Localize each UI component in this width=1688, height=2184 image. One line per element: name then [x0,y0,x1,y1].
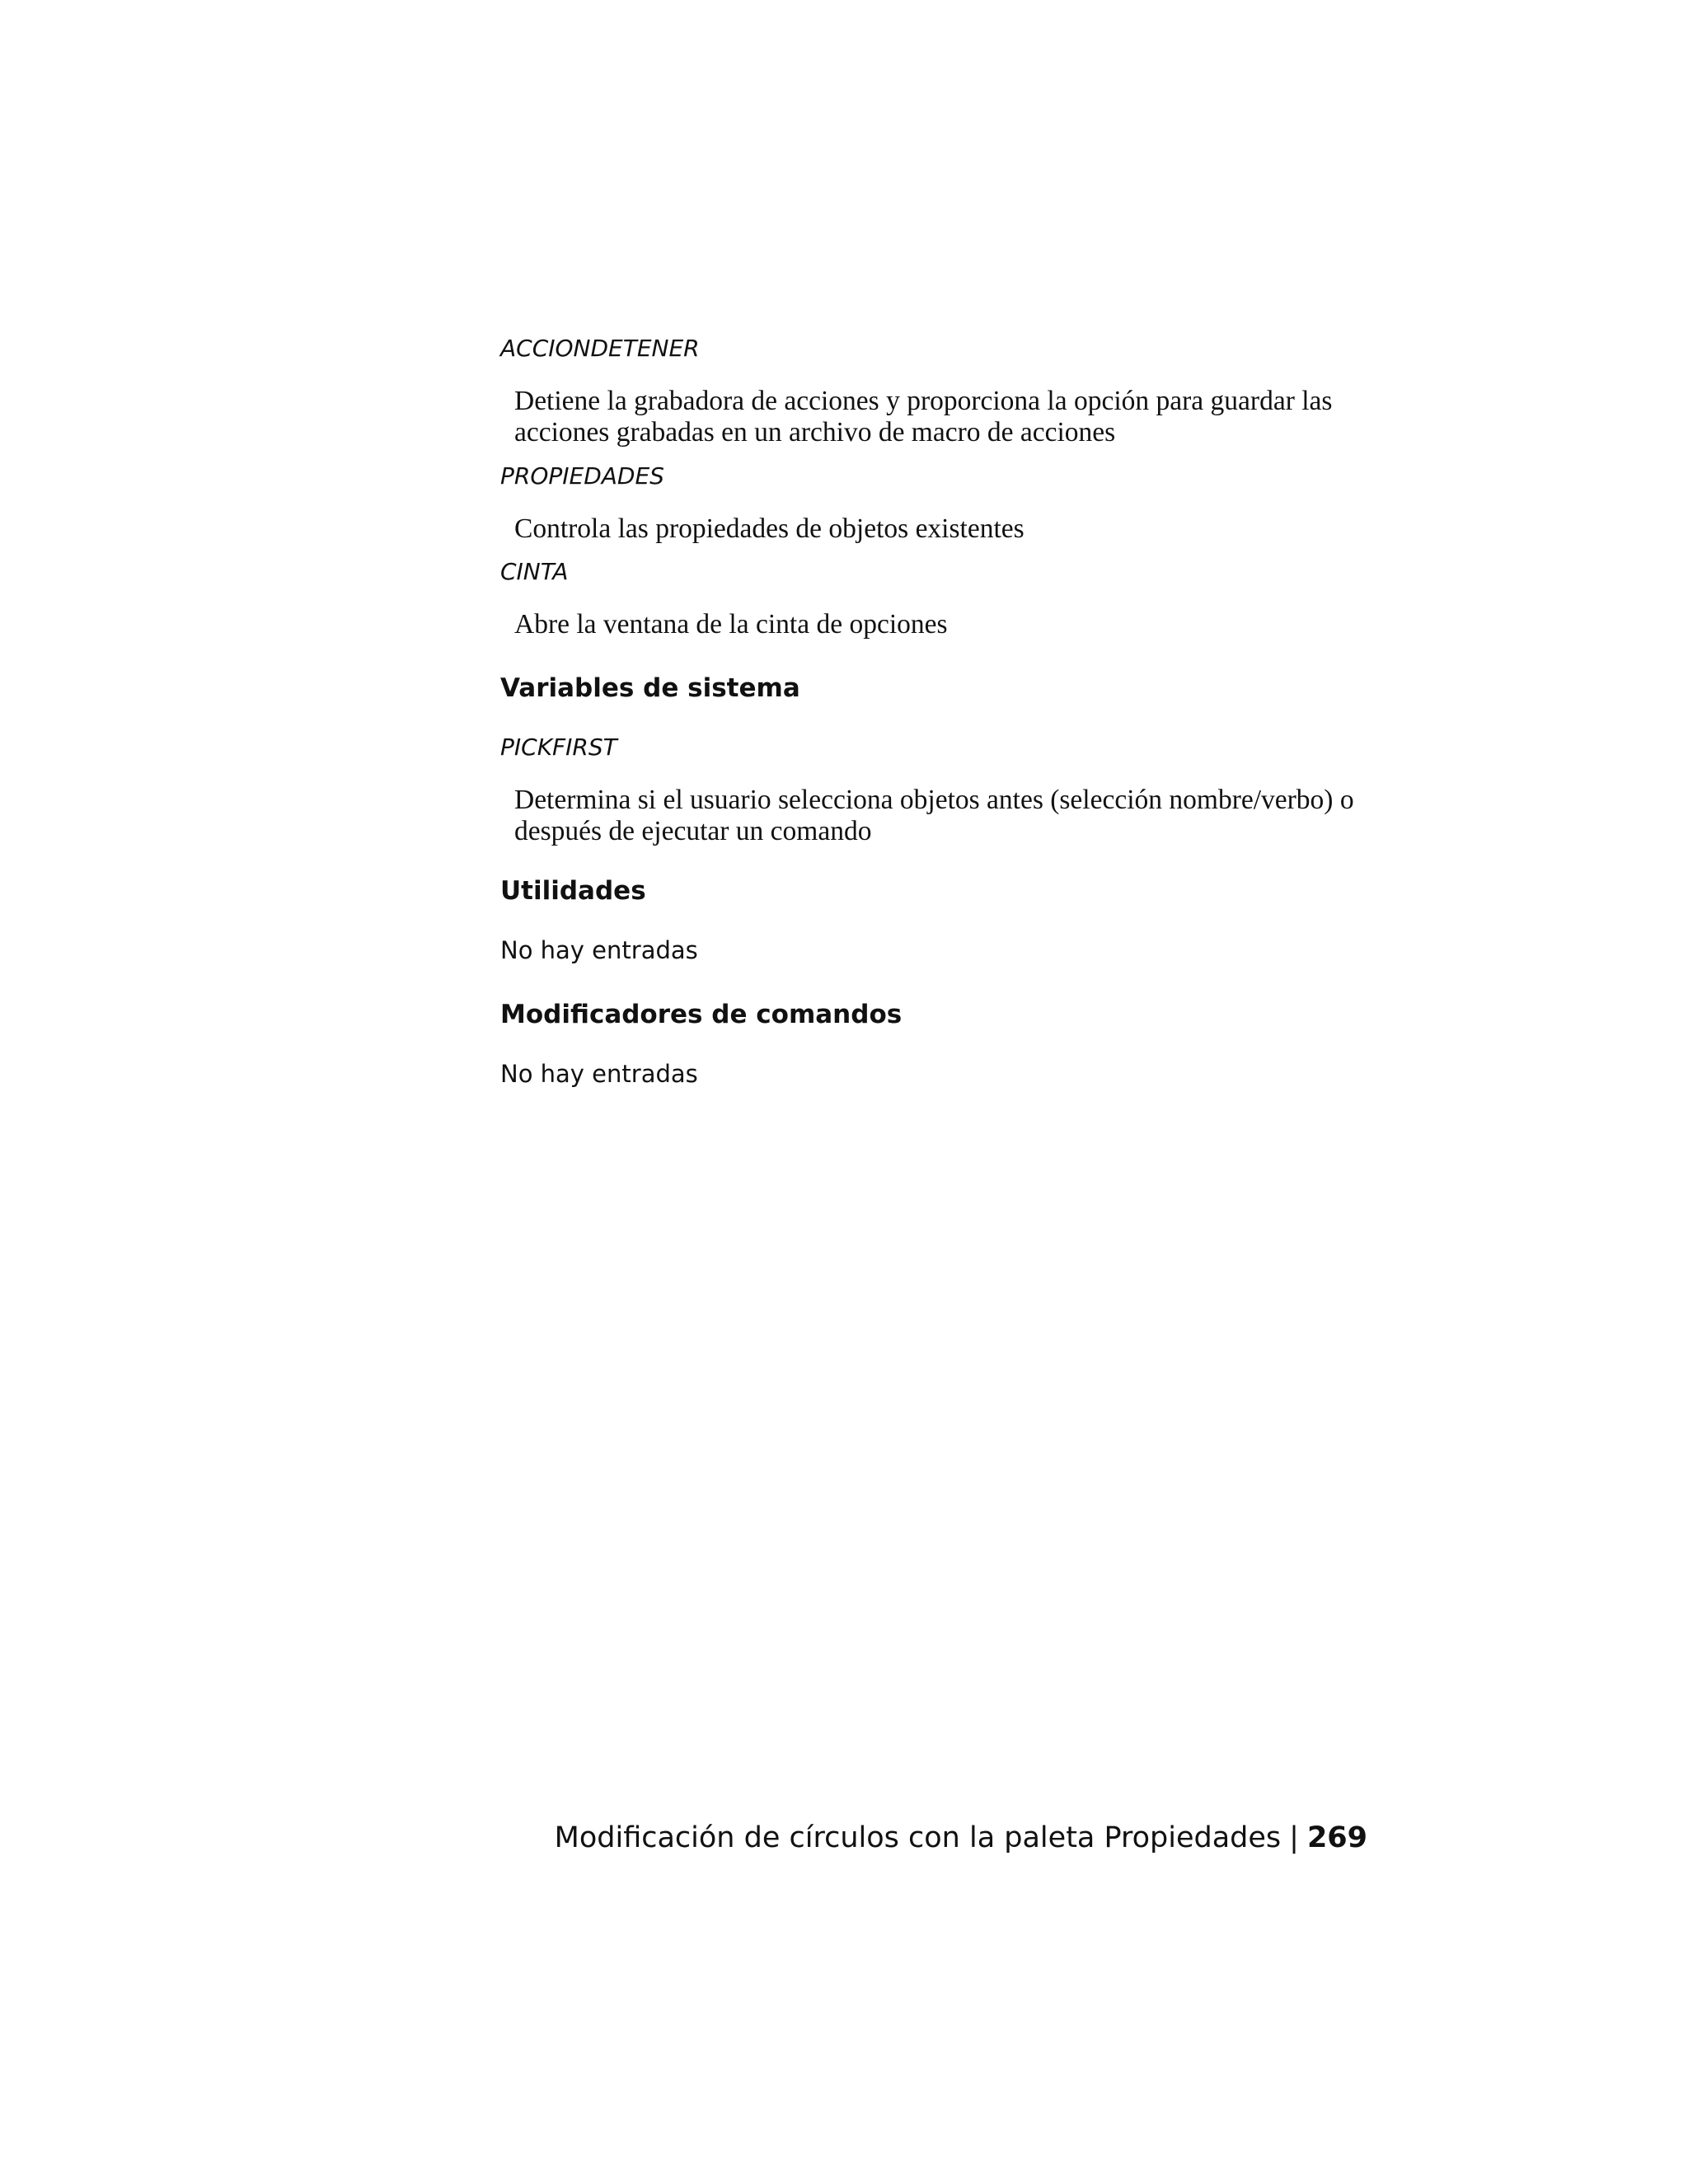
command-term-accionde-tener: ACCIONDETENER [500,335,700,362]
variable-term-pickfirst: PICKFIRST [500,733,617,761]
command-description [514,609,948,640]
page-footer [555,1820,1367,1856]
section-heading-utilities: Utilidades [500,876,646,906]
footer-title: Modificación de círculos con la paleta Propiedades [554,1821,1282,1854]
description-line: Detiene la grabadora de acciones y proporciona la opción para guardar las [514,386,1333,416]
description-line: Determina si el usuario selecciona objetos antes (selección nombre/verbo) o [514,785,1354,815]
description-line: después de ejecutar un comando [514,816,872,846]
section-heading-command-modifiers: Modificadores de comandos [500,1000,903,1029]
command-modifiers-text: No hay entradas [500,1060,698,1088]
command-description [514,513,1025,545]
command-term-cinta: CINTA [500,558,569,585]
footer-separator: | [1289,1821,1299,1854]
description-line: Abre la ventana de la cinta de opciones [514,609,948,640]
variable-description [514,785,1354,847]
section-heading-system-variables: Variables de sistema [500,673,800,703]
utilities-text: No hay entradas [500,936,698,964]
description-line: acciones grabadas en un archivo de macro de acciones [514,417,1116,448]
page-number: 269 [1306,1821,1367,1854]
command-description [514,386,1332,448]
description-line: Controla las propiedades de objetos existentes [514,513,1025,544]
command-term-propiedades: PROPIEDADES [500,462,664,490]
